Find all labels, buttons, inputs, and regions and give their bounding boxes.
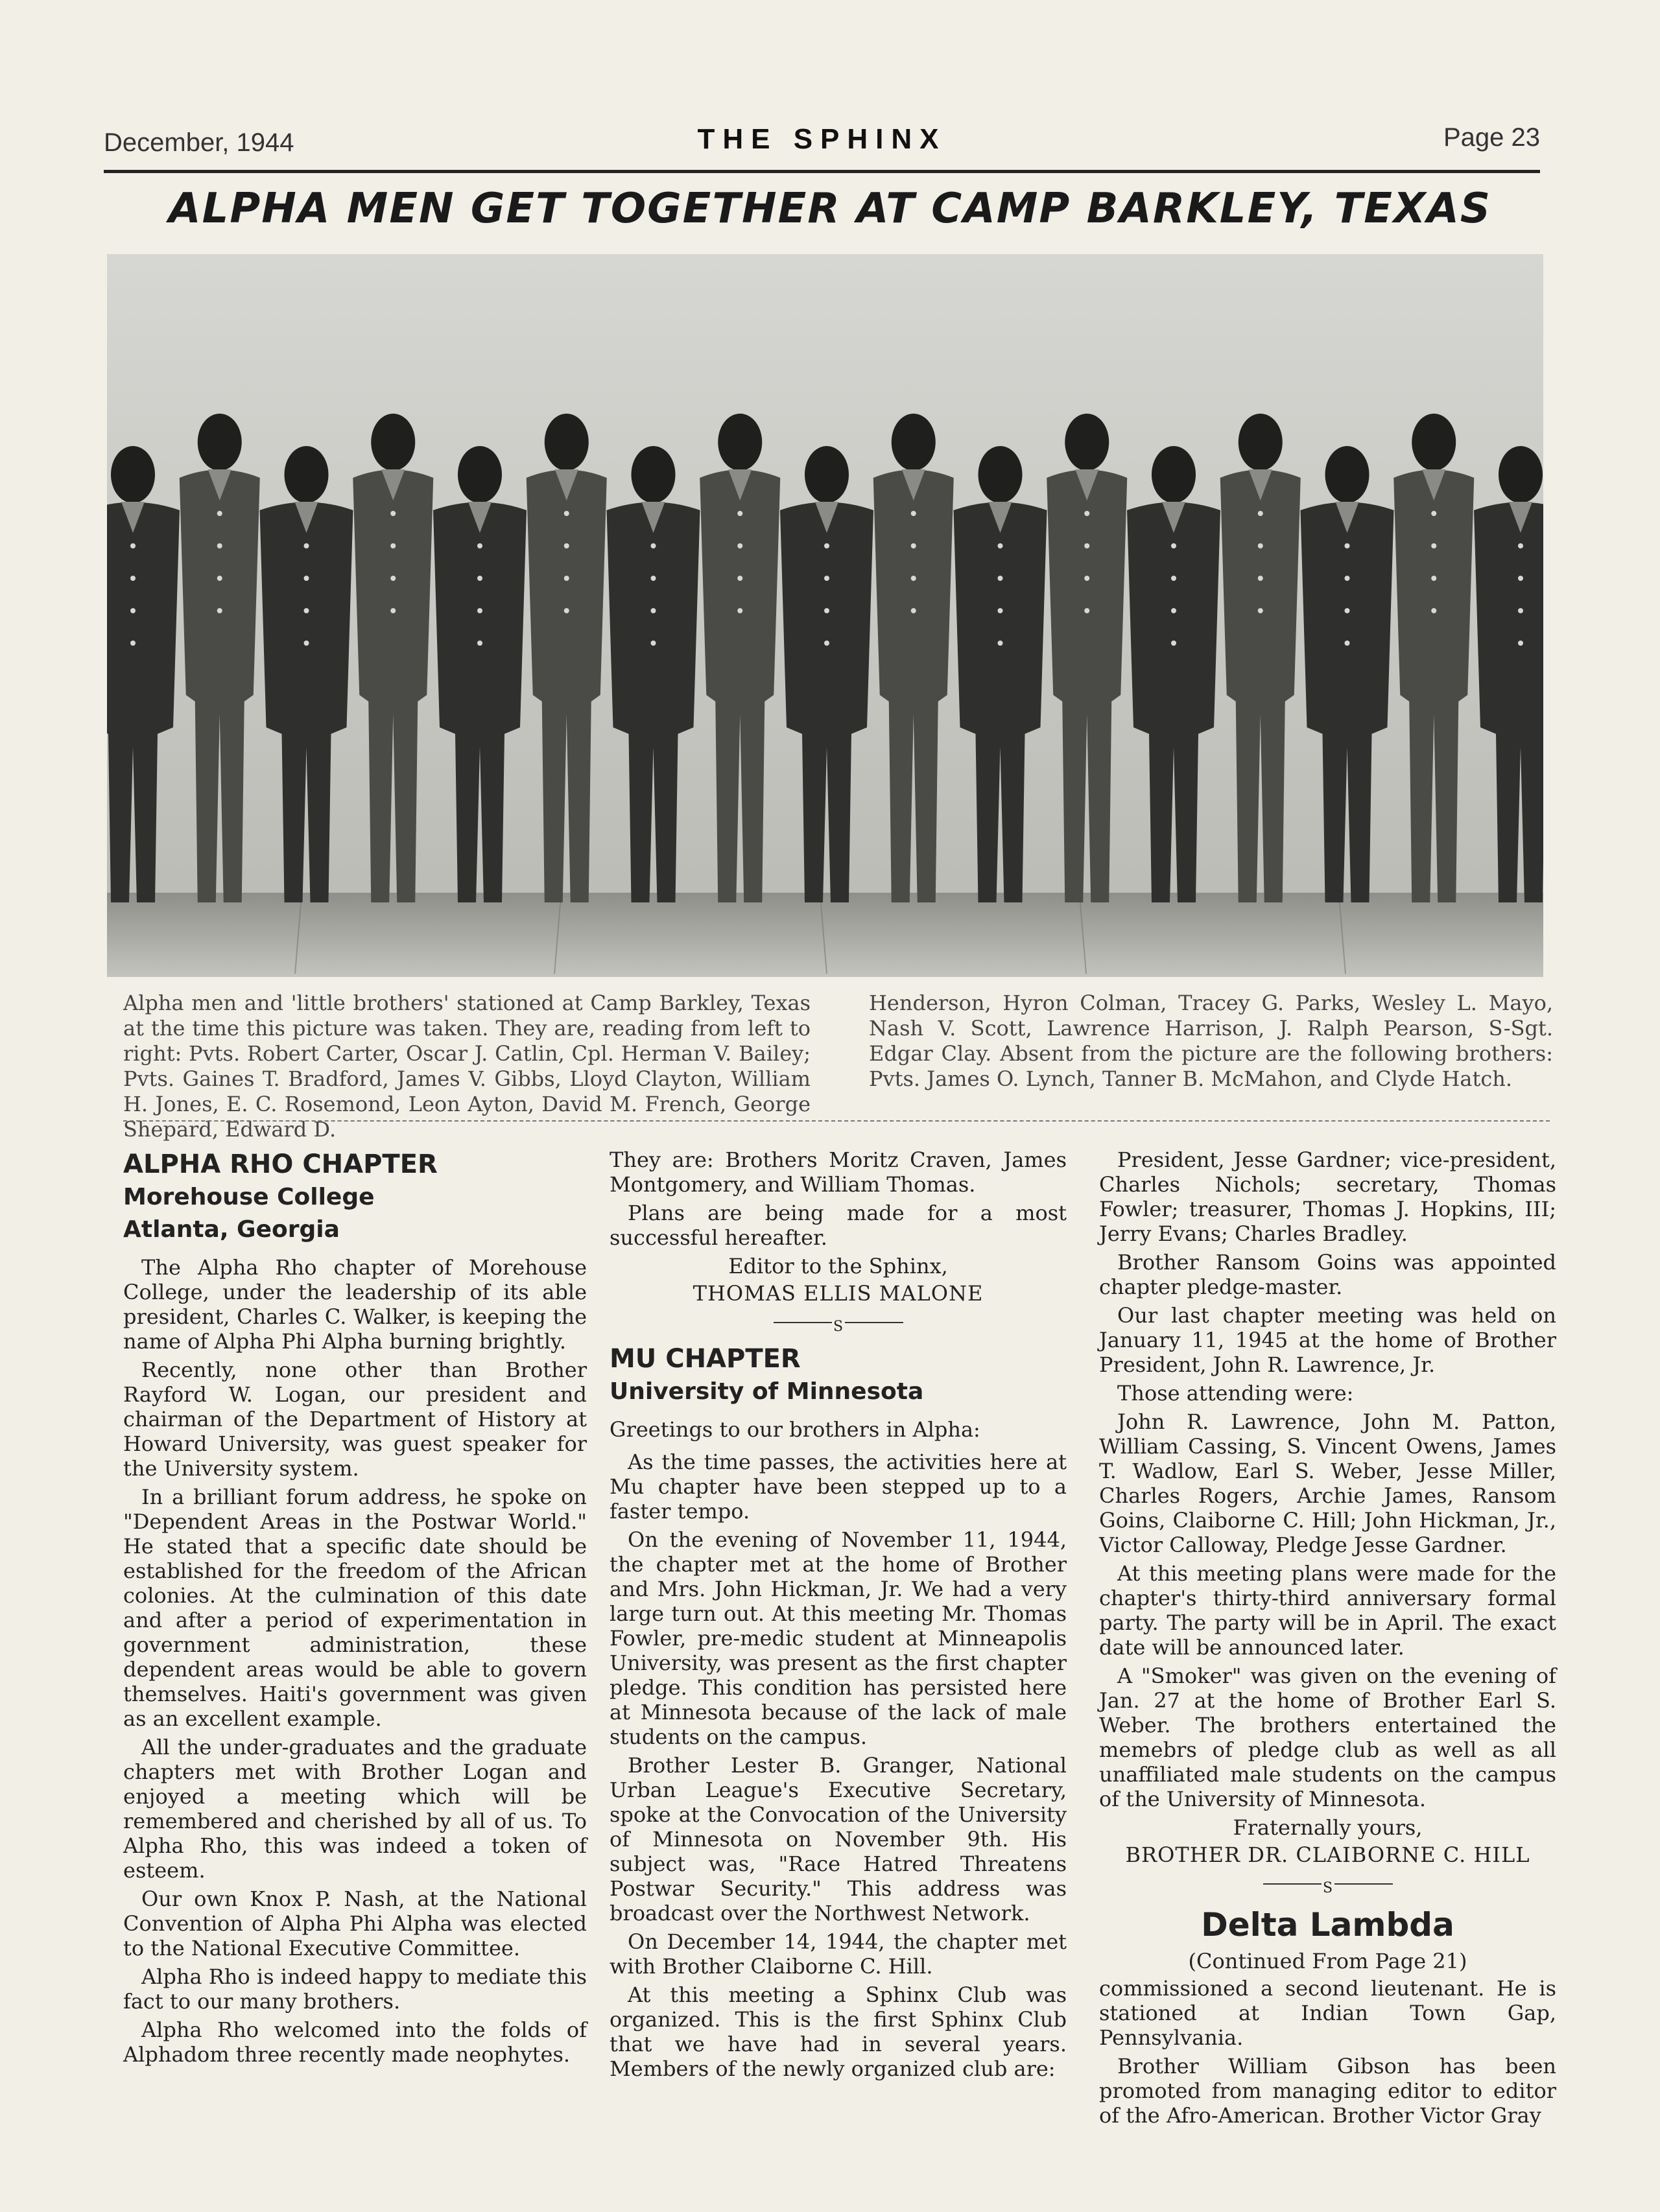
header-rule	[104, 170, 1540, 173]
magazine-title: THE SPHINX	[697, 123, 947, 155]
paragraph: Alpha Rho is indeed happy to mediate this fact to our many brothers.	[123, 1964, 587, 2014]
paragraph: At this meeting plans were made for the chapter's thirty-third anniversary formal party. The party will be in April. The exact date will be announced later.	[1099, 1561, 1556, 1660]
letter-closing: Fraternally yours,	[1233, 1815, 1423, 1840]
paragraph: Brother Lester B. Granger, National Urban League's Executive Secretary, spoke at the Convocation of the University of Minnesota on November 9th. His subject was, "Race Hatred Threatens Postwar Security." This address was broadcast over the Northwest Network.	[610, 1753, 1067, 1925]
delta-lambda-heading: Delta Lambda	[1201, 1906, 1454, 1944]
paragraph: A "Smoker" was given on the evening of Jan. 27 at the home of Brother Earl S. Weber. The brothers entertained the memebrs of pledge club as well as all unaffiliated male students on the campus of the University of Minnesota.	[1099, 1664, 1556, 1811]
paragraph: commissioned a second lieutenant. He is stationed at Indian Town Gap, Pennsylvania.	[1099, 1976, 1556, 2050]
paragraph: As the time passes, the activities here at Mu chapter have been stepped up to a faster tempo.	[610, 1450, 1067, 1524]
section-separator: S	[610, 1315, 1067, 1330]
paragraph: Those attending were:	[1117, 1381, 1354, 1406]
letter-closing: Editor to the Sphinx,	[728, 1254, 948, 1278]
paragraph: On the evening of November 11, 1944, the chapter met at the home of Brother and Mrs. John Hickman, Jr. We had a very large turn out. At this meeting Mr. Thomas Fowler, pre-medic student at Minneapolis University, was present as the first chapter pledge. This condition has persisted here at Minnesota because of the lack of male students on the campus.	[610, 1527, 1067, 1749]
alpha-rho-heading: ALPHA RHO CHAPTER	[123, 1149, 438, 1179]
paragraph: Our own Knox P. Nash, at the National Convention of Alpha Phi Alpha was elected to the National Executive Committee.	[123, 1887, 587, 1960]
paragraph: Alpha Rho welcomed into the folds of Alphadom three recently made neophytes.	[123, 2018, 587, 2067]
photo-caption-right: Henderson, Hyron Colman, Tracey G. Parks, Wesley L. Mayo, Nash V. Scott, Lawrence Harrison, J. Ralph Pearson, S-Sgt. Edgar Clay. Absent from the picture are the following brothers: Pvts. James O. Lynch, Tanner B. McMahon, and Clyde Hatch.	[869, 991, 1553, 1091]
paragraph: They are: Brothers Moritz Craven, James Montgomery, and William Thomas.	[610, 1147, 1067, 1197]
greeting: Greetings to our brothers in Alpha:	[610, 1417, 980, 1442]
paragraph: Our last chapter meeting was held on January 11, 1945 at the home of Brother President, John R. Lawrence, Jr.	[1099, 1303, 1556, 1377]
photo-caption-left: Alpha men and 'little brothers' stationed at Camp Barkley, Texas at the time this picture was taken. They are, reading from left to right: Pvts. Robert Carter, Oscar J. Catlin, Cpl. Herman V. Bailey; Pvts. Gaines T. Bradford, James V. Gibbs, Lloyd Clayton, William H. Jones, E. C. Rosemond, Leon Ayton, David M. French, George Shepard, Edward D.	[123, 991, 811, 1142]
mu-chapter-school: University of Minnesota	[610, 1378, 924, 1405]
page-number: Page 23	[1443, 123, 1540, 152]
paragraph: The Alpha Rho chapter of Morehouse College, under the leadership of its able president, Charles C. Walker, is keeping the name of Alpha Phi Alpha burning brightly.	[123, 1255, 587, 1354]
paragraph: Recently, none other than Brother Rayford W. Logan, our president and chairman of the Department of History at Howard University, was guest speaker for the University system.	[123, 1358, 587, 1481]
letter-signature: THOMAS ELLIS MALONE	[693, 1281, 984, 1306]
issue-date: December, 1944	[104, 128, 294, 157]
alpha-rho-school: Morehouse College	[123, 1184, 375, 1210]
column-2	[610, 1147, 1067, 2085]
paragraph: At this meeting a Sphinx Club was organized. This is the first Sphinx Club that we have had in several years. Members of the newly organized club are:	[610, 1983, 1067, 2081]
paragraph: On December 14, 1944, the chapter met with Brother Claiborne C. Hill.	[610, 1929, 1067, 1979]
caption-divider	[123, 1120, 1550, 1122]
alpha-rho-city: Atlanta, Georgia	[123, 1216, 340, 1243]
mu-chapter-heading: MU CHAPTER	[610, 1344, 801, 1374]
paragraph: All the under-graduates and the graduate chapters met with Brother Logan and enjoyed a meeting which will be remembered and cherished by all of us. To Alpha Rho, this was indeed a token of esteem.	[123, 1735, 587, 1883]
paragraph: Plans are being made for a most successful hereafter.	[610, 1201, 1067, 1250]
continued-note: (Continued From Page 21)	[1188, 1949, 1467, 1973]
running-header	[104, 123, 1540, 163]
paragraph: Brother Ransom Goins was appointed chapter pledge-master.	[1099, 1250, 1556, 1299]
paragraph: President, Jesse Gardner; vice-president, Charles Nichols; secretary, Thomas Fowler; treasurer, Thomas J. Hopkins, III; Jerry Evans; Charles Bradley.	[1099, 1147, 1556, 1246]
photo-illustration	[107, 254, 1543, 977]
column-3	[1099, 1147, 1556, 2132]
paragraph: In a brilliant forum address, he spoke on "Dependent Areas in the Postwar World." He stated that a specific date should be established for the freedom of the African colonies. At the culmination of this date and after a period of experimentation in government administration, these dependent areas would be able to govern themselves. Haiti's government was given as an excellent example.	[123, 1485, 587, 1731]
section-separator: S	[1099, 1876, 1556, 1892]
group-photograph	[107, 254, 1543, 977]
paragraph: Brother William Gibson has been promoted from managing editor to editor of the Afro-American. Brother Victor Gray	[1099, 2054, 1556, 2128]
paragraph: John R. Lawrence, John M. Patton, William Cassing, S. Vincent Owens, James T. Wadlow, Earl S. Weber, Jesse Miller, Charles Rogers, Archie James, Ransom Goins, Claiborne C. Hill; John Hickman, Jr., Victor Calloway, Pledge Jesse Gardner.	[1099, 1409, 1556, 1557]
column-1	[123, 1147, 587, 2071]
letter-signature: BROTHER DR. CLAIBORNE C. HILL	[1125, 1842, 1530, 1867]
article-headline: ALPHA MEN GET TOGETHER AT CAMP BARKLEY, TEXAS	[169, 185, 1491, 233]
